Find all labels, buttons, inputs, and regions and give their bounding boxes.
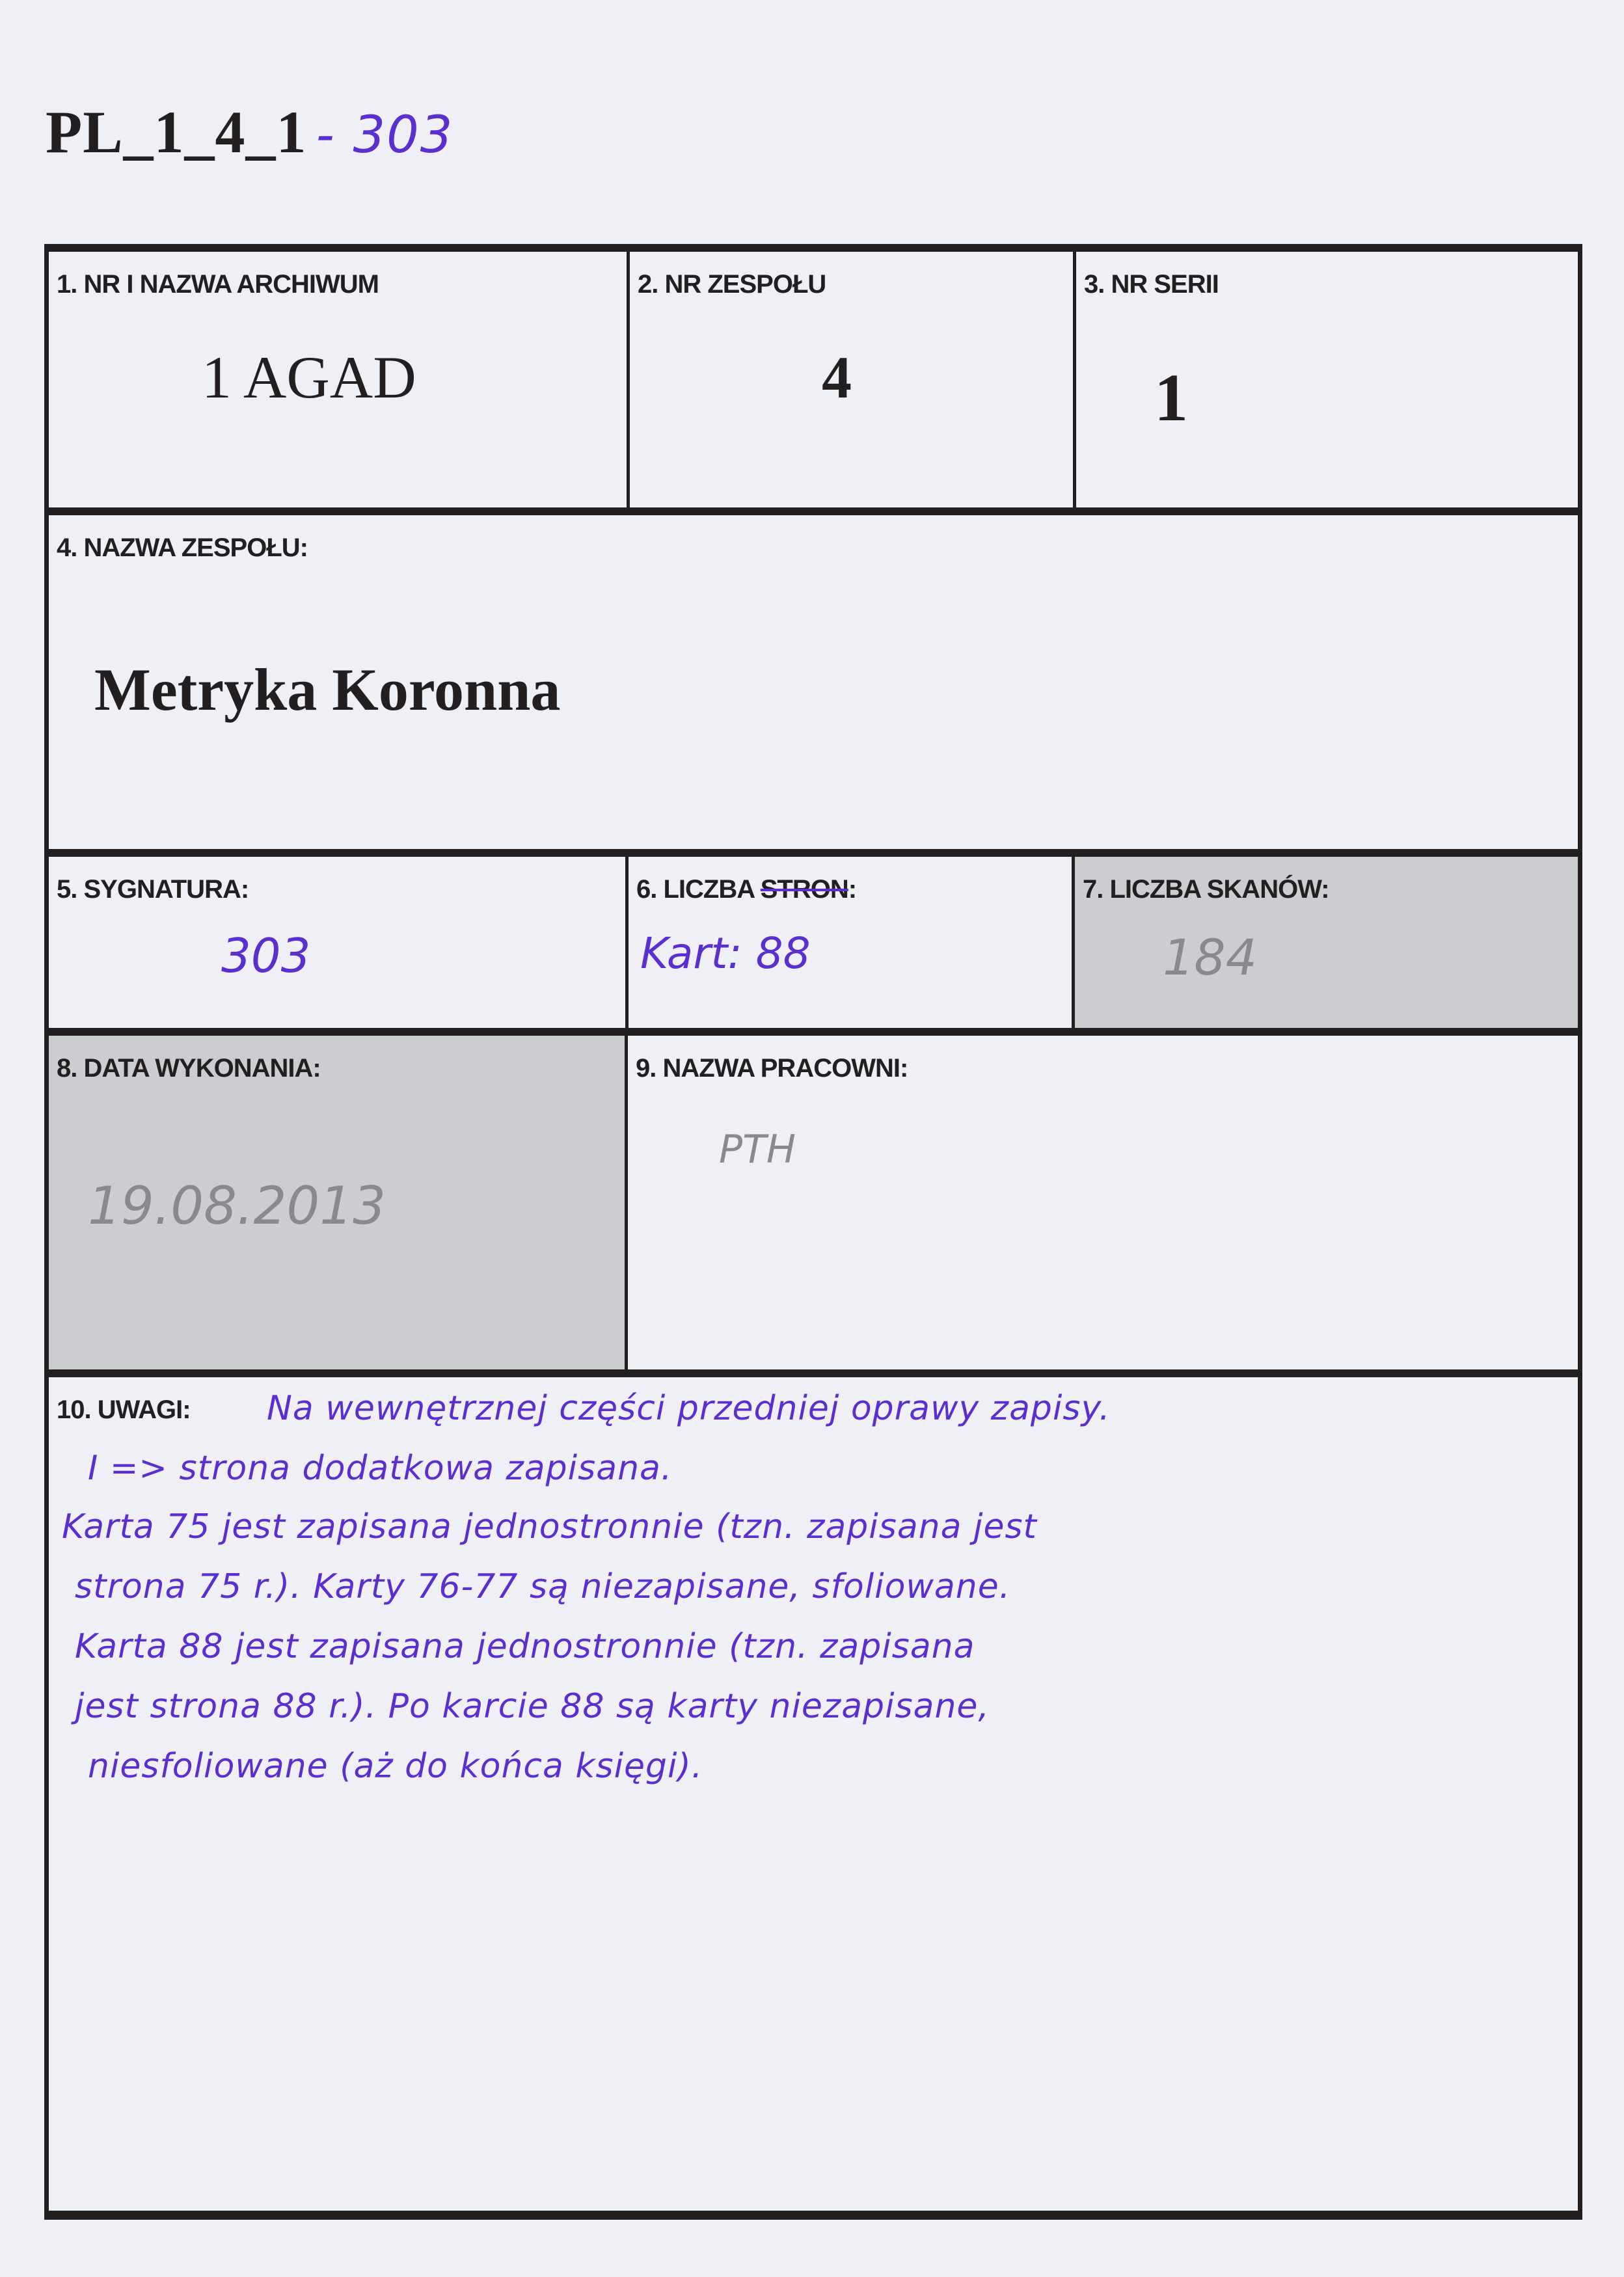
- field-fonds-number-value: 4: [822, 344, 852, 411]
- field-remarks: [49, 1377, 1578, 2211]
- field-fonds-number: [630, 252, 1076, 507]
- field-page-count-label-struck: STRON: [760, 875, 848, 904]
- form-row-counts: [49, 857, 1578, 1036]
- field-date: [49, 1036, 628, 1369]
- form-row-identifiers: [49, 252, 1578, 515]
- field-signature: [49, 857, 629, 1028]
- field-fonds-name-label: 4. NAZWA ZESPOŁU:: [57, 533, 308, 562]
- field-series-number-value: 1: [1154, 360, 1188, 435]
- field-fonds-number-label: 2. NR ZESPOŁU: [638, 270, 826, 299]
- remarks-line: Karta 88 jest zapisana jednostronnie (tzn. zapisana: [75, 1627, 975, 1666]
- field-page-count-label: [636, 875, 856, 904]
- field-page-count-value: Kart: 88: [640, 928, 811, 978]
- field-page-count-label-suffix: :: [848, 875, 857, 904]
- form-row-remarks: [49, 1377, 1578, 2211]
- field-workshop: [628, 1036, 1578, 1369]
- field-page-count-label-prefix: 6. LICZBA: [636, 875, 761, 904]
- form-row-fonds-name: [49, 515, 1578, 857]
- field-series-number: [1076, 252, 1578, 507]
- remarks-line: jest strona 88 r.). Po karcie 88 są karty niezapisane,: [75, 1687, 990, 1726]
- field-workshop-value: PTH: [719, 1127, 796, 1172]
- remarks-line: strona 75 r.). Karty 76-77 są niezapisane, sfoliowane.: [75, 1567, 1011, 1606]
- remarks-line: Karta 75 jest zapisana jednostronnie (tzn. zapisana jest: [62, 1507, 1037, 1546]
- field-series-number-label: 3. NR SERII: [1084, 270, 1219, 299]
- document-id-printed: PL_1_4_1: [46, 99, 307, 165]
- field-archive-label: 1. NR I NAZWA ARCHIWUM: [57, 270, 379, 299]
- field-fonds-name-value: Metryka Koronna: [94, 656, 561, 723]
- field-scan-count-label: 7. LICZBA SKANÓW:: [1083, 875, 1329, 904]
- metadata-form: [44, 244, 1582, 2220]
- field-date-value: 19.08.2013: [88, 1176, 386, 1236]
- field-scan-count-value: 184: [1163, 928, 1258, 986]
- remarks-line: I => strona dodatkowa zapisana.: [88, 1449, 673, 1488]
- field-page-count: [629, 857, 1075, 1028]
- field-date-label: 8. DATA WYKONANIA:: [57, 1054, 321, 1083]
- field-archive: [49, 252, 630, 507]
- field-scan-count: [1075, 857, 1578, 1028]
- field-workshop-label: 9. NAZWA PRACOWNI:: [636, 1054, 908, 1083]
- document-id-handwritten-suffix: - 303: [316, 106, 454, 165]
- field-archive-value: 1 AGAD: [202, 344, 416, 411]
- field-signature-value: 303: [221, 928, 311, 983]
- remarks-line: niesfoliowane (aż do końca księgi).: [88, 1747, 703, 1786]
- remarks-line: Na wewnętrznej części przedniej oprawy zapisy.: [267, 1389, 1111, 1428]
- form-row-date-workshop: [49, 1036, 1578, 1377]
- field-fonds-name: [49, 515, 1578, 849]
- field-remarks-label: 10. UWAGI:: [57, 1395, 191, 1424]
- document-id-title: [46, 98, 453, 167]
- field-signature-label: 5. SYGNATURA:: [57, 875, 249, 904]
